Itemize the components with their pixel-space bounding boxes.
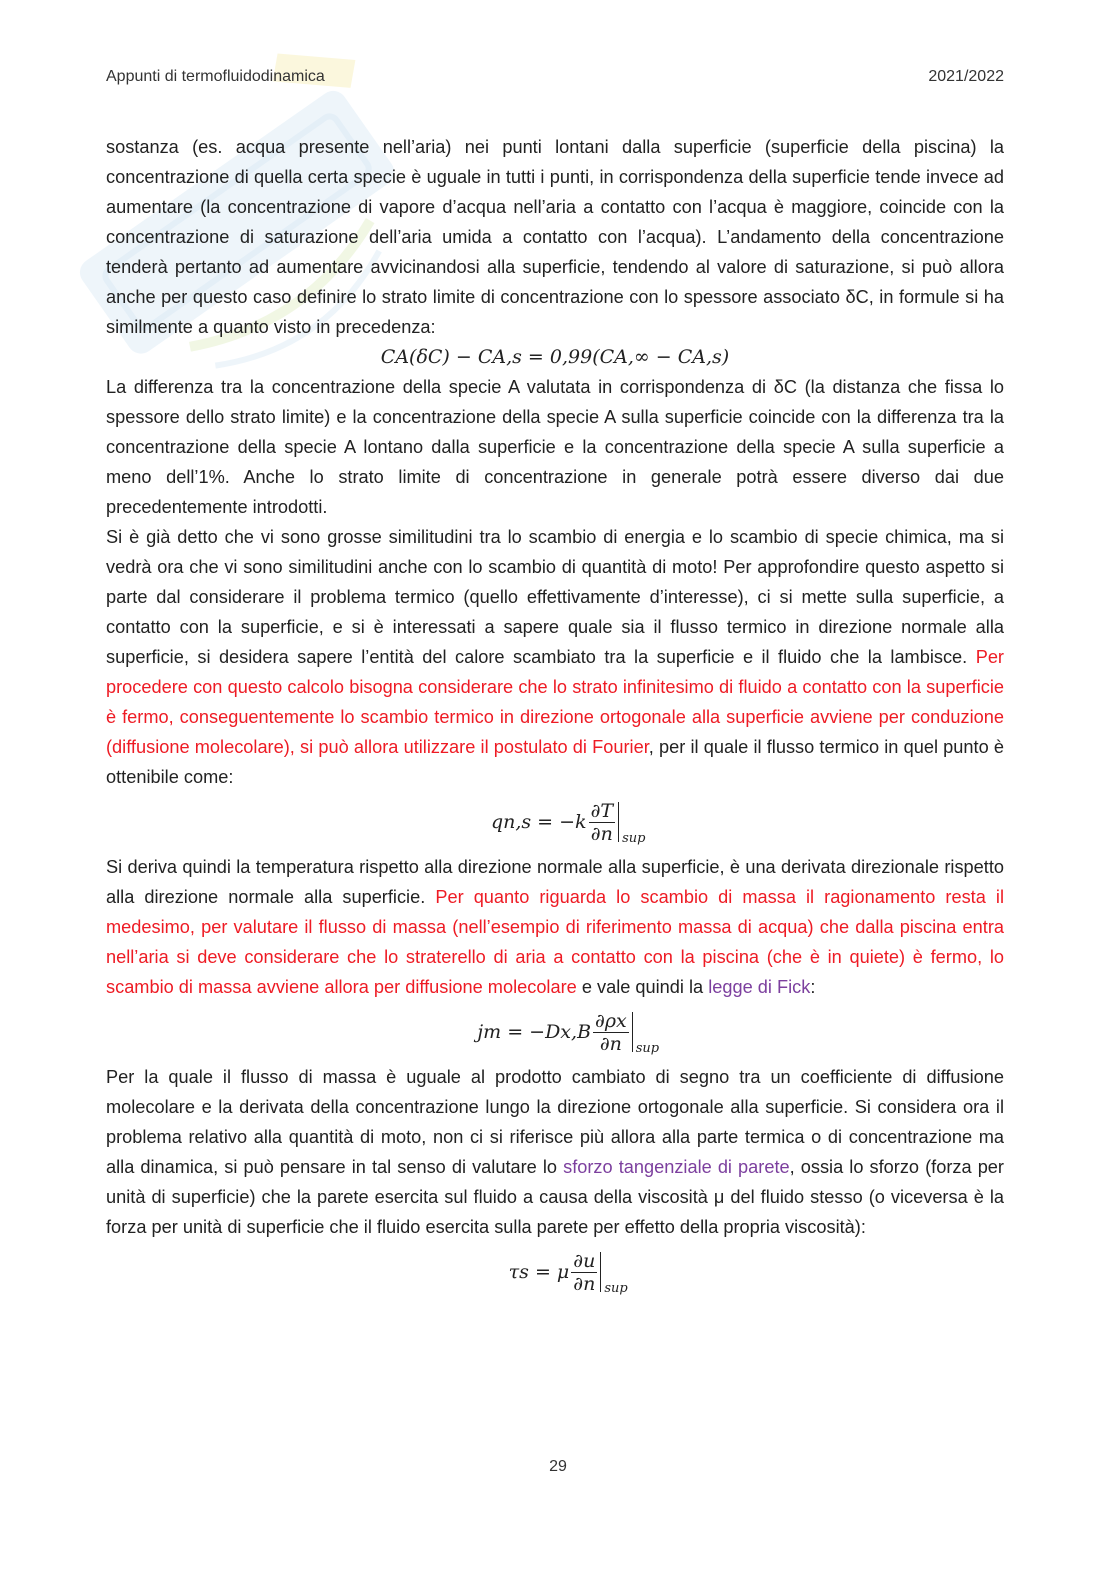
page-header [106,68,1004,86]
equation-fourier-lhs: qn,s = −k [490,811,587,833]
wall-shear-stress-link[interactable]: sforzo tangenziale di parete [563,1157,790,1177]
paragraph-4-tail: e vale quindi la [576,977,709,997]
paragraph-3-tail: , per il quale il flusso termico in quel punto è ottenibile come: [106,737,1004,787]
paragraph-4-highlight: Per quanto riguarda lo scambio di massa il ragionamento resta il medesimo, per valutare il flusso di massa (nell’esempio di riferimento massa di acqua) che dalla piscina entra nell’aria si deve considerare che lo straterello di aria a contatto con la piscina (che è in quiete) è fermo, lo scambio di massa avviene allora per diffusione molecolare [106,887,1004,997]
equation-shear-stress [106,1242,1004,1302]
paragraph-5 [106,1062,1004,1242]
equation-fick-denominator: ∂n [599,1032,622,1055]
paragraph-2: La differenza tra la concentrazione della specie A valutata in corrispondenza di δC (la distanza che fissa lo spessore dello strato limite) e la concentrazione della specie A sulla superficie coincide con la differenza tra la concentrazione della specie A lontano dalla superficie e la concentrazione della specie A sulla superficie a meno dell’1%. Anche lo strato limite di concentrazione in generale potrà essere diverso dai due precedentemente introdotti. [106,377,1004,517]
page-number: 29 [549,1458,567,1475]
equation-fourier-denominator: ∂n [590,822,613,845]
paragraph-5-tail: , ossia lo sforzo (forza per unità di superficie) che la parete esercita sul fluido a causa della viscosità μ del fluido stesso (o viceversa è la forza per unità di superficie che il fluido esercita sulla parete per effetto della propria viscosità): [106,1157,1004,1237]
equation-shear-denominator: ∂n [573,1272,596,1295]
equation-fourier-subscript: sup [622,831,646,846]
paragraph-3-text: Si è già detto che vi sono grosse similitudini tra lo scambio di energia e lo scambio di specie chimica, ma si vedrà ora che vi sono similitudini anche con lo scambio di quantità di moto! Per approfondire questo aspetto si parte dal considerare il problema termico (quello effettivamente d’interesse), ci si mette sulla superficie, a contatto con la superficie, e si è interessati a sapere quale sia il flusso termico in direzione normale alla superficie, si desidera sapere l’entità del calore scambiato tra la superficie e il fluido che la lambisce. [106,527,1004,667]
paragraph-4-text: Si deriva quindi la temperatura rispetto alla direzione normale alla superficie, è una derivata direzionale rispetto alla direzione normale alla superficie. [106,857,1004,907]
paragraph-3 [106,522,1004,792]
header-year: 2021/2022 [928,68,1004,85]
paragraph-4 [106,852,1004,1002]
fick-law-link[interactable]: legge di Fick [708,977,811,997]
header-course-title: Appunti di termofluidodinamica [106,68,325,85]
equation-concentration-boundary-layer: CA(δC) − CA,s = 0,99(CA,∞ − CA,s) [380,346,730,368]
equation-fick-numerator: ∂ρx [595,1009,627,1032]
equation-fourier [106,792,1004,852]
paragraph-4-end: : [810,977,816,997]
paragraph-5-text: Per la quale il flusso di massa è uguale al prodotto cambiato di segno tra un coefficiente di diffusione molecolare e la derivata della concentrazione lungo la direzione ortogonale alla superficie. Si considera ora il problema relativo alla quantità di moto, non ci si riferisce più allora alla parte termica o di concentrazione ma alla dinamica, si può pensare in tal senso di valutare lo [106,1067,1004,1177]
equation-fick-lhs: jm = −Dx,B [477,1021,592,1043]
paragraph-3-highlight: Per procedere con questo calcolo bisogna considerare che lo strato infinitesimo di fluido a contatto con la superficie è fermo, conseguentemente lo scambio termico in direzione ortogonale alla superficie avviene per conduzione (diffusione molecolare), si può allora utilizzare il postulato di Fourier [106,647,1004,757]
equation-shear-numerator: ∂u [573,1249,596,1272]
equation-shear-lhs: τs = μ [508,1261,570,1283]
equation-fourier-numerator: ∂T [590,799,614,822]
equation-fick [106,1002,1004,1062]
page-body [106,132,1004,1302]
paragraph-1: sostanza (es. acqua presente nell’aria) nei punti lontani dalla superficie (superficie della piscina) la concentrazione di quella certa specie è uguale in tutti i punti, in corrispondenza della superficie tende invece ad aumentare (la concentrazione di vapore d’acqua nell’aria a contatto con l’acqua è maggiore, coincide con la concentrazione di saturazione dell’aria umida a contatto con l’acqua). L’andamento della concentrazione tenderà pertanto ad aumentare avvicinandosi alla superficie, tendendo al valore di saturazione, si può allora anche per questo caso definire lo strato limite di concentrazione con lo spessore associato δC, in formule si ha similmente a quanto visto in precedenza: [106,137,1004,337]
equation-shear-subscript: sup [604,1281,628,1296]
equation-fick-subscript: sup [635,1041,660,1056]
